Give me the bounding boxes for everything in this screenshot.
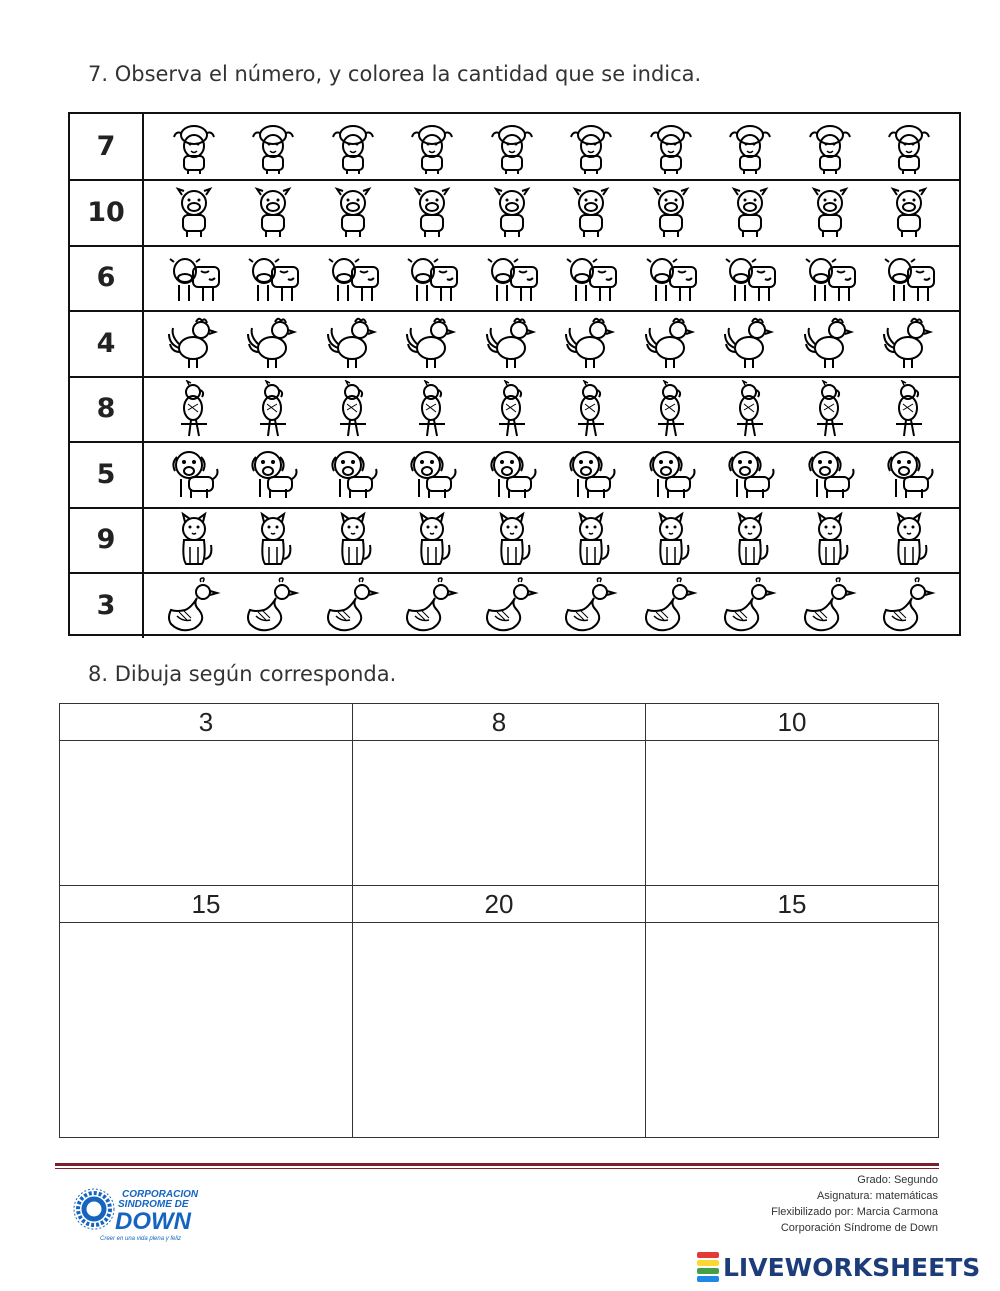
number-cell: 15 [646,886,939,923]
counting-row [70,573,959,638]
pig-icon[interactable] [163,183,225,241]
row-number: 9 [70,507,144,572]
sheep-icon[interactable] [322,118,384,176]
drawing-area[interactable] [646,741,939,886]
rooster-icon[interactable] [322,314,384,372]
drawing-area[interactable] [60,741,353,886]
number-cell: 8 [353,704,646,741]
svg-text:SINDROME DE: SINDROME DE [118,1199,189,1210]
sheep-icon[interactable] [799,118,861,176]
animal-set [144,180,959,245]
pig-icon[interactable] [401,183,463,241]
parrot-icon[interactable] [878,380,940,438]
dog-icon[interactable] [719,445,781,503]
dog-icon[interactable] [560,445,622,503]
cat-icon[interactable] [481,511,543,569]
duck-icon[interactable] [163,576,225,634]
number-cell: 20 [353,886,646,923]
subject-text: Asignatura: matemáticas [816,1190,938,1202]
cat-icon[interactable] [322,511,384,569]
cow-icon[interactable] [242,249,304,307]
parrot-icon[interactable] [560,380,622,438]
cat-icon[interactable] [878,511,940,569]
cow-icon[interactable] [560,249,622,307]
duck-icon[interactable] [640,576,702,634]
exercise-7-grid [68,112,961,636]
parrot-icon[interactable] [242,380,304,438]
cow-icon[interactable] [401,249,463,307]
duck-icon[interactable] [242,576,304,634]
counting-row [70,245,959,312]
organization-text: Corporación Síndrome de Down [780,1222,938,1234]
rooster-icon[interactable] [481,314,543,372]
sun-icon [74,1189,114,1229]
brand-text: LIVEWORKSHEETS [723,1252,981,1282]
animal-set [144,245,959,310]
cow-icon[interactable] [878,249,940,307]
pig-icon[interactable] [242,183,304,241]
number-cell: 3 [60,704,353,741]
dog-icon[interactable] [322,445,384,503]
pig-icon[interactable] [878,183,940,241]
pig-icon[interactable] [799,183,861,241]
pig-icon[interactable] [322,183,384,241]
parrot-icon[interactable] [401,380,463,438]
svg-text:Creer en una vida plena y feli: Creer en una vida plena y feliz [100,1236,182,1242]
dog-icon[interactable] [163,445,225,503]
pig-icon[interactable] [560,183,622,241]
cow-icon[interactable] [640,249,702,307]
exercise-8-title: 8. Dibuja según corresponda. [88,662,397,686]
duck-icon[interactable] [401,576,463,634]
sheep-icon[interactable] [242,118,304,176]
cat-icon[interactable] [560,511,622,569]
animal-set [144,376,959,441]
row-number: 3 [70,573,144,638]
parrot-icon[interactable] [799,380,861,438]
drawing-area[interactable] [353,923,646,1138]
row-number: 10 [70,180,144,245]
svg-text:CORPORACION: CORPORACION [122,1189,199,1200]
duck-icon[interactable] [322,576,384,634]
cow-icon[interactable] [719,249,781,307]
duck-icon[interactable] [719,576,781,634]
cow-icon[interactable] [481,249,543,307]
duck-icon[interactable] [481,576,543,634]
cat-icon[interactable] [401,511,463,569]
parrot-icon[interactable] [163,380,225,438]
exercise-7-title: 7. Observa el número, y colorea la cantidad que se indica. [88,62,702,86]
drawing-area[interactable] [646,923,939,1138]
cat-icon[interactable] [163,511,225,569]
counting-row [70,311,959,378]
counting-row [70,114,959,181]
animal-set [144,507,959,572]
author-text: Flexibilizado por: Marcia Carmona [771,1206,938,1218]
pig-icon[interactable] [481,183,543,241]
rooster-icon[interactable] [640,314,702,372]
row-number: 5 [70,442,144,507]
animal-set [144,442,959,507]
rooster-icon[interactable] [163,314,225,372]
rooster-icon[interactable] [401,314,463,372]
drawing-area[interactable] [353,741,646,886]
animal-set [144,573,959,638]
number-cell: 15 [60,886,353,923]
parrot-icon[interactable] [322,380,384,438]
dog-icon[interactable] [242,445,304,503]
cat-icon[interactable] [799,511,861,569]
duck-icon[interactable] [878,576,940,634]
cat-icon[interactable] [719,511,781,569]
dog-icon[interactable] [878,445,940,503]
number-cell: 10 [646,704,939,741]
pig-icon[interactable] [719,183,781,241]
row-number: 8 [70,376,144,441]
dog-icon[interactable] [799,445,861,503]
animal-set [144,114,959,179]
cat-icon[interactable] [640,511,702,569]
liveworksheets-icon [697,1252,719,1282]
sheep-icon[interactable] [401,118,463,176]
sheep-icon[interactable] [560,118,622,176]
cow-icon[interactable] [322,249,384,307]
liveworksheets-brand[interactable] [697,1252,980,1282]
parrot-icon[interactable] [481,380,543,438]
rooster-icon[interactable] [799,314,861,372]
cat-icon[interactable] [242,511,304,569]
drawing-area[interactable] [60,923,353,1138]
parrot-icon[interactable] [719,380,781,438]
counting-row [70,507,959,574]
animal-set [144,311,959,376]
sheep-icon[interactable] [481,118,543,176]
dog-icon[interactable] [401,445,463,503]
exercise-8-table [59,703,939,1138]
footer-rule [55,1163,939,1166]
cow-icon[interactable] [163,249,225,307]
row-number: 7 [70,114,144,179]
rooster-icon[interactable] [242,314,304,372]
cow-icon[interactable] [799,249,861,307]
footer-info [771,1172,938,1236]
footer-rule-thin [55,1168,939,1169]
counting-row [70,442,959,509]
rooster-icon[interactable] [719,314,781,372]
corporacion-logo [70,1183,210,1243]
sheep-icon[interactable] [719,118,781,176]
rooster-icon[interactable] [878,314,940,372]
sheep-icon[interactable] [640,118,702,176]
pig-icon[interactable] [640,183,702,241]
rooster-icon[interactable] [560,314,622,372]
dog-icon[interactable] [640,445,702,503]
row-number: 4 [70,311,144,376]
counting-row [70,376,959,443]
sheep-icon[interactable] [878,118,940,176]
parrot-icon[interactable] [640,380,702,438]
dog-icon[interactable] [481,445,543,503]
duck-icon[interactable] [560,576,622,634]
duck-icon[interactable] [799,576,861,634]
counting-row [70,180,959,247]
sheep-icon[interactable] [163,118,225,176]
grade-text: Grado: Segundo [857,1174,938,1186]
svg-text:DOWN: DOWN [115,1208,191,1235]
row-number: 6 [70,245,144,310]
